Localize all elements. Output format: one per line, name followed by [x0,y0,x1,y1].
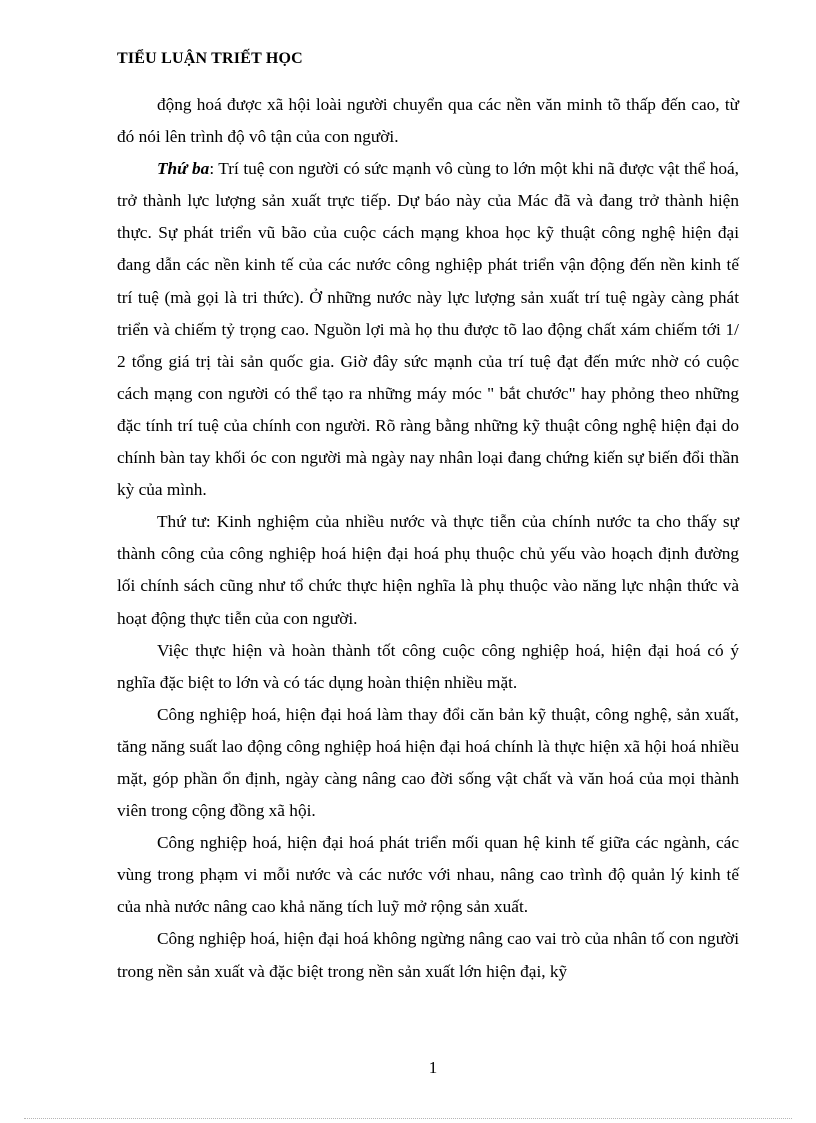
paragraph-vai-tro-con-nguoi: Công nghiệp hoá, hiện đại hoá không ngừng nâng cao vai trò của nhân tố con người trong nền sản xuất và đặc biệt trong nền sản xuất lớn hiện đại, kỹ [117,929,739,981]
paragraph-thu-tu: Thứ tư: Kinh nghiệm của nhiều nước và thực tiễn của chính nước ta cho thấy sự thành công của công nghiệp hoá hiện đại hoá phụ thuộc chủ yếu vào hoạch định đường lối chính sách cũng như tổ chức thực hiện nghĩa là phụ thuộc vào năng lực nhận thức và hoạt động thực tiễn của con người. [117,512,739,628]
page-bottom-divider [24,1118,792,1119]
page-number: 1 [428,1058,438,1077]
document-body [117,89,739,988]
paragraph-continuation: động hoá được xã hội loài người chuyển qua các nền văn minh tõ thấp đến cao, từ đó nói lên trình độ vô tận của con người. [117,95,739,147]
paragraph-text-thu-ba: : Trí tuệ con người có sức mạnh vô cùng to lớn một khi nã được vật thể hoá, trở thành lực lượng sản xuất trực tiếp. Dự báo này của Mác đã và đang trở thành hiện thực. Sự phát triển vũ bão của cuộc cách mạng khoa học kỹ thuật công nghệ hiện đại đang dẫn các nền kinh tế của các nước công nghiệp phát triển vận động đến nền kinh tế trí tuệ (mà gọi là tri thức). Ở những nước này lực lượng sản xuất trí tuệ ngày càng phát triển và chiếm tỷ trọng cao. Nguồn lợi mà họ thu được tõ lao động chất xám chiếm tới 1/ 2 tổng giá trị tài sản quốc gia. Giờ đây sức mạnh của trí tuệ đạt đến mức nhờ có cuộc cách mạng con người có thể tạo ra những máy móc " bắt chước" hay phỏng theo những đặc tính trí tuệ của chính con người. Rõ ràng bằng những kỹ thuật công nghệ hiện đại do chính bàn tay khối óc con người mà ngày nay nhân loại đang chứng kiến sự biến đổi thần kỳ của mình. [117,159,739,500]
paragraph-quan-he-kinh-te: Công nghiệp hoá, hiện đại hoá phát triển mối quan hệ kinh tế giữa các ngành, các vùng trong phạm vi mỗi nước và các nước với nhau, nâng cao trình độ quản lý kinh tế của nhà nước nâng cao khả năng tích luỹ mở rộng sản xuất. [117,833,739,917]
paragraph-thu-ba [117,153,739,506]
paragraph-thay-doi-can-ban: Công nghiệp hoá, hiện đại hoá làm thay đổi căn bản kỹ thuật, công nghệ, sản xuất, tăng năng suất lao động công nghiệp hoá hiện đại hoá chính là thực hiện xã hội hoá nhiều mặt, góp phần ổn định, ngày càng nâng cao đời sống vật chất và văn hoá của mọi thành viên trong cộng đồng xã hội. [117,704,739,821]
paragraph-lead-thu-ba: Thứ ba [157,159,210,179]
document-header-title: TIỂU LUẬN TRIẾT HỌC [117,50,303,67]
paragraph-viec-thuc-hien: Việc thực hiện và hoàn thành tốt công cuộc công nghiệp hoá, hiện đại hoá có ý nghĩa đặc biệt to lớn và có tác dụng hoàn thiện nhiều mặt. [117,640,739,692]
